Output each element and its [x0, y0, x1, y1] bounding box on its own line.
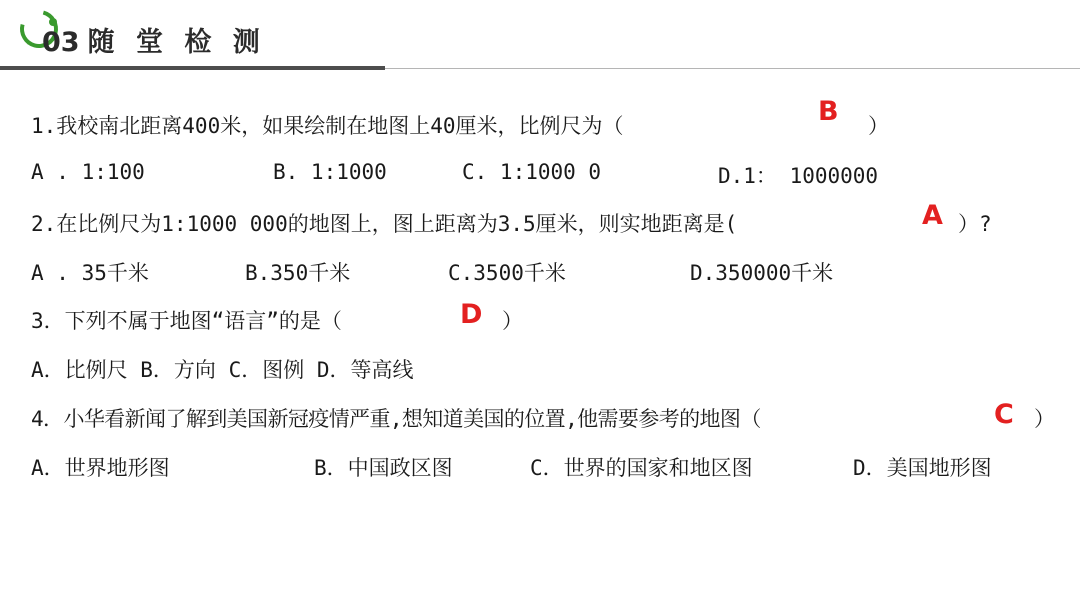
question-4-option-d: D．美国地形图: [853, 456, 992, 480]
slide-header: [0, 0, 1080, 72]
question-3-close: ）: [502, 309, 523, 333]
question-2: [31, 208, 737, 238]
question-2-option-b: B.350千米: [245, 261, 351, 285]
question-2-close: ）?: [958, 212, 992, 236]
question-3-answer: D: [460, 299, 483, 330]
question-3: [31, 305, 342, 335]
question-1-stem: 1.我校南北距离400米，如果绘制在地图上40厘米，比例尺为（: [31, 114, 624, 138]
question-1-option-b: B. 1:1000: [273, 160, 387, 184]
question-4-close: ）: [1034, 407, 1055, 431]
section-number: 03: [42, 27, 80, 58]
question-1-option-c: C. 1:1000 0: [462, 160, 602, 184]
question-2-answer: A: [922, 200, 943, 231]
question-4-option-c: C．世界的国家和地区图: [530, 456, 753, 480]
question-4: [31, 403, 761, 433]
section-title: [42, 20, 266, 59]
question-1-option-d: D.1： 1000000: [718, 164, 879, 188]
question-2-option-d: D.350000千米: [690, 261, 834, 285]
question-4-stem: 4．小华看新闻了解到美国新冠疫情严重,想知道美国的位置,他需要参考的地图（: [31, 407, 761, 431]
question-4-answer: C: [994, 399, 1014, 430]
question-2-option-a: A . 35千米: [31, 261, 149, 285]
header-divider: [0, 66, 385, 70]
question-1-close: ）: [868, 114, 889, 138]
question-4-option-b: B．中国政区图: [314, 456, 453, 480]
question-1-option-a: A . 1:100: [31, 160, 145, 184]
question-1-answer: B: [818, 96, 839, 127]
question-3-options: A．比例尺 B．方向 C．图例 D．等高线: [31, 358, 414, 382]
question-2-stem: 2.在比例尺为1:1000 000的地图上，图上距离为3.5厘米，则实地距离是(: [31, 212, 738, 236]
question-4-option-a: A．世界地形图: [31, 456, 170, 480]
question-2-option-c: C.3500千米: [448, 261, 566, 285]
header-divider-thin: [385, 68, 1080, 69]
question-3-stem: 3．下列不属于地图“语言”的是（: [31, 309, 342, 333]
section-title-text: 随 堂 检 测: [87, 27, 266, 58]
question-1: [31, 110, 624, 140]
